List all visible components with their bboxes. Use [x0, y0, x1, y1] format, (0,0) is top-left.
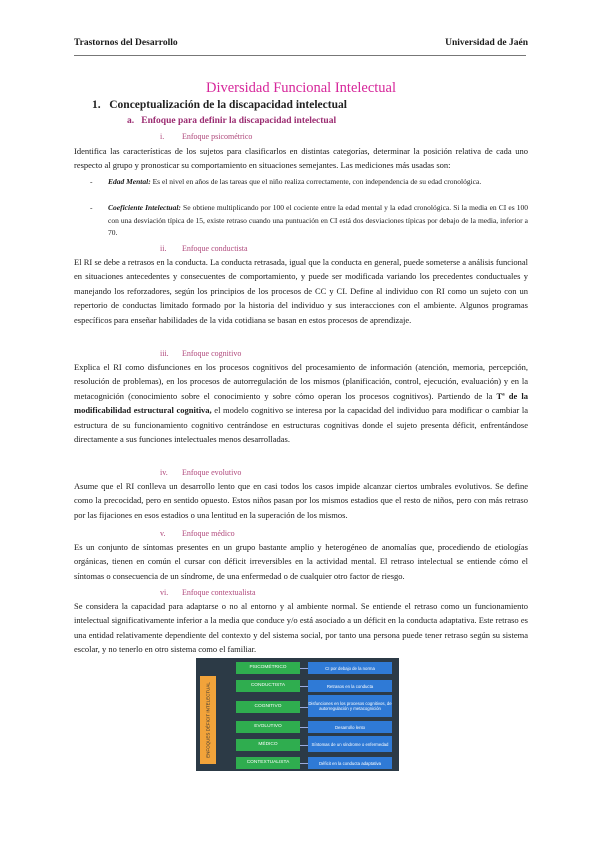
- heading-psicometrico: i. Enfoque psicométrico: [160, 132, 253, 141]
- diagram-left-box: COGNITIVO: [236, 701, 300, 713]
- header-left: Trastornos del Desarrollo: [74, 38, 178, 48]
- paragraph-contextualista: Se considera la capacidad para adaptarse o no al entorno y al ambiente normal. Se entiende el retraso como un funcionamiento intelectual significativamente inferior a la media que conduce y/o está asociado a un déficit en la conducta adaptativa. Este retraso es una entidad relativamente dependiente del contexto y del sistema social, por tanto una persona puede tener retraso según su sistema escolar, y no tenerlo en otro sistema como el familiar.: [74, 601, 528, 655]
- section-label: Conceptualización de la discapacidad intelectual: [109, 99, 347, 111]
- subsection-label: Enfoque para definir la discapacidad intelectual: [141, 116, 337, 126]
- page-title: Diversidad Funcional Intelectual: [205, 80, 397, 96]
- paragraph-evolutivo: Asume que el RI conlleva un desarrollo lento que en casi todos los casos impide alcanzar ciertos umbrales evolutivos. Se define como la precocidad, pero en sentido opuesto. Estos niños pasan por los mismos estadios que el resto de niños, pero con más retraso por las fijaciones en esos estadios o una lentitud en la superación de los mismos.: [74, 481, 528, 520]
- paragraph-medico: Es un conjunto de síntomas presentes en un grupo bastante amplio y heterogéneo de anomalías que, procediendo de etiologías orgánicas, tienen en común el cursar con déficit irreversibles en la actividad mental. El retraso intelectual se entiende cómo el síntomas o consecuencia de un síndrome, de una enfermedad o de cualquier otro factor de riesgo.: [74, 542, 528, 581]
- heading-evolutivo: iv. Enfoque evolutivo: [160, 468, 242, 477]
- heading-cognitivo: iii. Enfoque cognitivo: [160, 349, 242, 358]
- diagram-connector: [300, 668, 308, 669]
- diagram-right-box: Déficit en la conducta adaptativa: [308, 757, 392, 769]
- diagram-connector: [300, 727, 308, 728]
- diagram-connector: [300, 763, 308, 764]
- diagram-right-box: Disfunciones en los procesos cognitivos, de autorregulación y metacognición: [308, 695, 392, 717]
- paragraph-cognitivo: Explica el RI como disfunciones en los procesos cognitivos del procesamiento de información (atención, memoria, percepción, resolución de problemas), en los procesos de autorregulación de los mismos (planificación, control, ejecución, evaluación) y en la metacognición (conocimiento sobre el conocimiento y sobre cómo operan los procesos cognitivos). Partiendo de la Tª de la modificabilidad estructural cognitiva, el modelo cognitivo se interesa por la capacidad del individuo para modificar o cambiar la estructura de su funcionamiento cognitivo centrándose en estructuras cognitivas donde el sujeto presenta déficit, enfrentándose directamente a sus funciones intelectuales menos desarrolladas.: [74, 362, 528, 445]
- diagram-side-label: ENFOQUES DÉFICIT INTELECTUAL: [200, 676, 216, 764]
- diagram-right-box: Desarrollo lento: [308, 721, 392, 733]
- diagram-left-box: MÉDICO: [236, 739, 300, 751]
- subsection-heading-a: [127, 116, 581, 126]
- heading-medico: v. Enfoque médico: [160, 529, 235, 538]
- heading-conductista: ii. Enfoque conductista: [160, 244, 248, 253]
- bullet-edad-mental: - Edad Mental: Es el nivel en años de las tareas que el niño realiza correctamente, con independencia de su edad cronológica.: [90, 177, 482, 186]
- diagram-left-box: EVOLUTIVO: [236, 721, 300, 733]
- paragraph-psicometrico: Identifica las características de los sujetos para clasificarlos en distintas categorías, determinar la posición relativa de cada uno respecto al grupo y pronosticar su comportamiento en situaciones semejantes. Las mediciones más usadas son:: [74, 146, 528, 171]
- section-heading-1: [92, 99, 546, 111]
- diagram-connector: [300, 745, 308, 746]
- diagram-left-box: CONDUCTISTA: [236, 680, 300, 692]
- header-rule: [74, 55, 526, 56]
- paragraph-conductista: El RI se debe a retrasos en la conducta. La conducta retrasada, igual que la conducta en general, puede someterse a análisis funcional en situaciones antecedentes y consecuentes de comportamiento, y puede ser modificada variando los precedentes conductuales y manejando los reforzadores, según los principios de los procesos de CC y CI. Define al individuo con RI como un sujeto con un repertorio de conductas limitado formado por la historia del individuo y sus interacciones con el ambiente. Algunos programas específicos para enseñar habilidades de la vida cotidiana se basan en estos procesos de aprendizaje.: [74, 257, 528, 325]
- enfoques-diagram: [196, 658, 399, 771]
- subsection-number: a.: [127, 116, 135, 126]
- bullet-coeficiente: - Coeficiente Intelectual: Se obtiene multiplicando por 100 el cociente entre la edad mental y la edad cronológica. Si la media en CI es 100 con una desviación típica de 15, existe retraso cuando una puntuación en CI está dos desviaciones típicas por debajo de la media, inferior a 70.: [90, 203, 528, 237]
- diagram-right-box: CI por debajo de la norma: [308, 662, 392, 674]
- header-right: Universidad de Jaén: [445, 38, 528, 48]
- diagram-left-box: PSICOMÉTRICO: [236, 662, 300, 674]
- heading-contextualista: vi. Enfoque contextualista: [160, 588, 256, 597]
- section-number: 1.: [92, 99, 101, 111]
- diagram-right-box: Síntomas de un síndrome o enfermedad: [308, 736, 392, 752]
- diagram-connector: [300, 686, 308, 687]
- diagram-right-box: Retrasos en la conducta: [308, 680, 392, 692]
- diagram-left-box: CONTEXTUALISTA: [236, 757, 300, 769]
- diagram-connector: [300, 707, 308, 708]
